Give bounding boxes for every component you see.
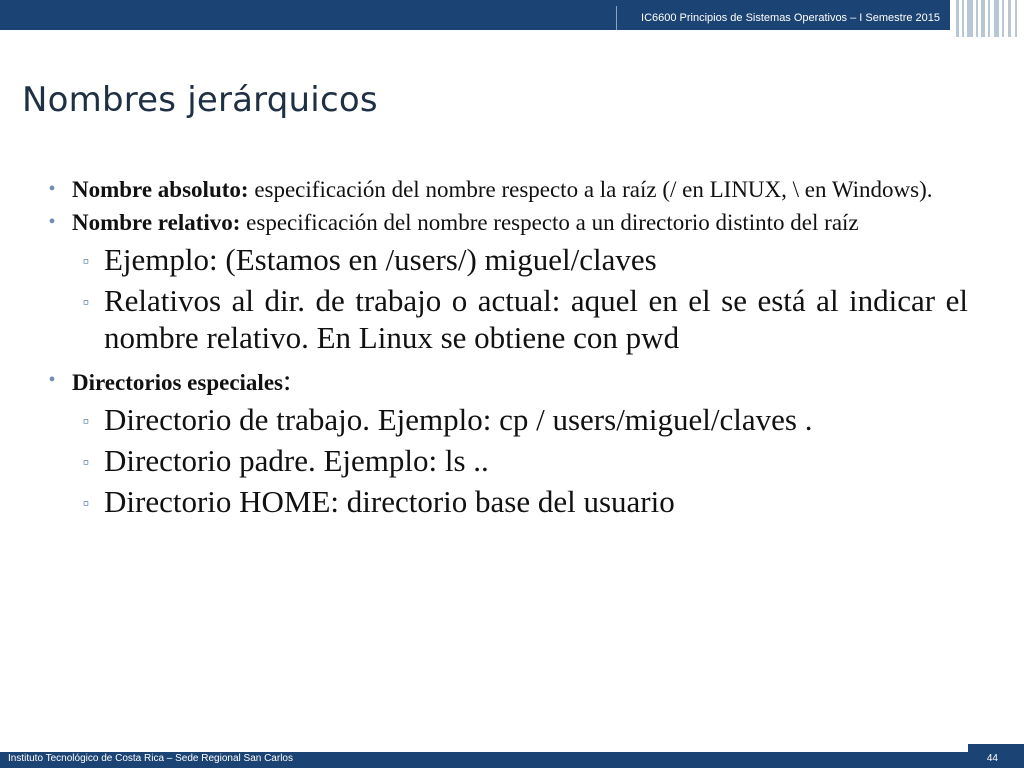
square-bullet-icon: ▫: [82, 493, 90, 513]
square-bullet-icon: ▫: [82, 411, 90, 431]
sub-bullet-text: Directorio de trabajo. Ejemplo: cp / users/miguel/claves .: [104, 402, 813, 437]
bullet-dot-icon: •: [48, 178, 56, 200]
sub-bullet-text: Directorio HOME: directorio base del usuario: [104, 484, 675, 519]
bullet-absolute-name: [40, 175, 968, 204]
bullet-text: especificación del nombre respecto a un directorio distinto del raíz: [240, 210, 859, 235]
decorative-stripes: [952, 0, 1024, 37]
bullet-dot-icon: •: [48, 369, 56, 391]
sub-bullet-text: Ejemplo: (Estamos en /users/) miguel/claves: [104, 242, 657, 277]
sub-bullet-text: Relativos al dir. de trabajo o actual: aquel en el se está al indicar el nombre relativo. En Linux se obtiene con pwd: [104, 283, 968, 355]
slide-title: Nombres jerárquicos: [22, 80, 378, 120]
bullet-term: Directorios especiales: [72, 370, 283, 395]
sub-bullet-working-dir: [40, 282, 968, 356]
sub-bullet-parent-dir: [40, 442, 968, 479]
page-number: 44: [986, 753, 998, 764]
square-bullet-icon: ▫: [82, 292, 90, 312]
sub-bullet-working-dir-example: [40, 401, 968, 438]
bullet-special-dirs: [40, 366, 968, 397]
bullet-term: Nombre relativo:: [72, 210, 241, 235]
bullet-dot-icon: •: [48, 211, 56, 233]
bullet-text: especificación del nombre respecto a la raíz (/ en LINUX, \ en Windows).: [248, 177, 933, 202]
bullet-relative-name: [40, 208, 968, 237]
bullet-colon: :: [282, 364, 292, 397]
sub-bullet-example: [40, 241, 968, 278]
sub-bullet-text: Directorio padre. Ejemplo: ls ..: [104, 443, 489, 478]
course-header: IC6600 Principios de Sistemas Operativos – I Semestre 2015: [641, 12, 940, 24]
slide-body: [40, 175, 968, 520]
square-bullet-icon: ▫: [82, 251, 90, 271]
footer-institution: Instituto Tecnológico de Costa Rica – Sede Regional San Carlos: [8, 753, 293, 764]
bullet-term: Nombre absoluto:: [72, 177, 249, 202]
sub-bullet-home-dir: [40, 483, 968, 520]
square-bullet-icon: ▫: [82, 452, 90, 472]
